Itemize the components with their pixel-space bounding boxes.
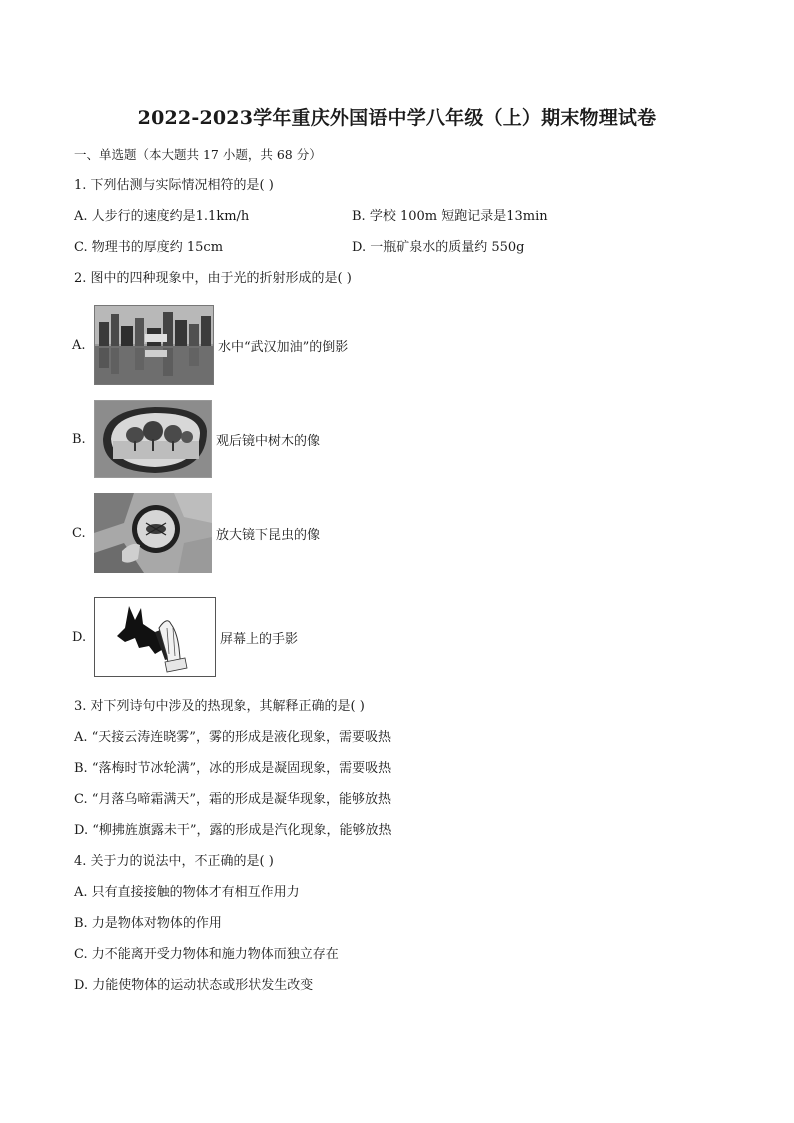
question-1-option-b: B. 学校 100m 短跑记录是13min xyxy=(352,209,548,224)
option-caption: 水中“武汉加油”的倒影 xyxy=(218,339,349,355)
option-caption: 屏幕上的手影 xyxy=(220,631,299,647)
option-letter: A. xyxy=(72,337,86,353)
exam-title: 2022-2023学年重庆外国语中学八年级（上）期末物理试卷 xyxy=(137,107,657,129)
rearview-mirror-photo-icon xyxy=(94,400,212,478)
question-3-stem: 3. 对下列诗句中涉及的热现象，其解释正确的是( ) xyxy=(74,699,365,714)
question-1-option-c: C. 物理书的厚度约 15cm xyxy=(74,240,224,255)
question-2-option-c xyxy=(72,493,320,573)
option-caption: 观后镜中树木的像 xyxy=(216,433,321,449)
question-4-option-b: B. 力是物体对物体的作用 xyxy=(74,916,222,931)
question-3-option-c: C. “月落乌啼霜满天”，霜的形成是凝华现象，能够放热 xyxy=(74,792,392,807)
option-letter: D. xyxy=(72,629,87,645)
option-caption: 放大镜下昆虫的像 xyxy=(216,527,321,543)
question-1-option-a: A. 人步行的速度约是1.1km/h xyxy=(74,209,250,224)
question-4-option-d: D. 力能使物体的运动状态或形状发生改变 xyxy=(74,978,314,993)
question-4-option-c: C. 力不能离开受力物体和施力物体而独立存在 xyxy=(74,947,339,962)
city-reflection-photo-icon xyxy=(94,305,214,385)
question-1-stem: 1. 下列估测与实际情况相符的是( ) xyxy=(74,178,274,193)
question-4-option-a: A. 只有直接接触的物体才有相互作用力 xyxy=(74,885,300,900)
question-2-option-d xyxy=(72,597,298,677)
question-2-stem: 2. 图中的四种现象中，由于光的折射形成的是( ) xyxy=(74,271,352,286)
option-letter: B. xyxy=(72,431,86,447)
option-letter: C. xyxy=(72,525,86,541)
section-heading: 一、单选题（本大题共 17 小题，共 68 分） xyxy=(74,147,322,162)
question-2-option-a xyxy=(72,305,348,385)
hand-shadow-photo-icon xyxy=(94,597,216,677)
magnifier-insect-photo-icon xyxy=(94,493,212,573)
question-1-option-d: D. 一瓶矿泉水的质量约 550g xyxy=(352,240,525,255)
question-3-option-d: D. “柳拂旌旗露未干”，露的形成是汽化现象，能够放热 xyxy=(74,823,392,838)
question-4-stem: 4. 关于力的说法中，不正确的是( ) xyxy=(74,854,274,869)
question-2-option-b xyxy=(72,400,320,478)
question-3-option-b: B. “落梅时节冰轮满”，冰的形成是凝固现象，需要吸热 xyxy=(74,761,392,776)
question-3-option-a: A. “天接云涛连晓雾”，雾的形成是液化现象，需要吸热 xyxy=(74,730,391,745)
